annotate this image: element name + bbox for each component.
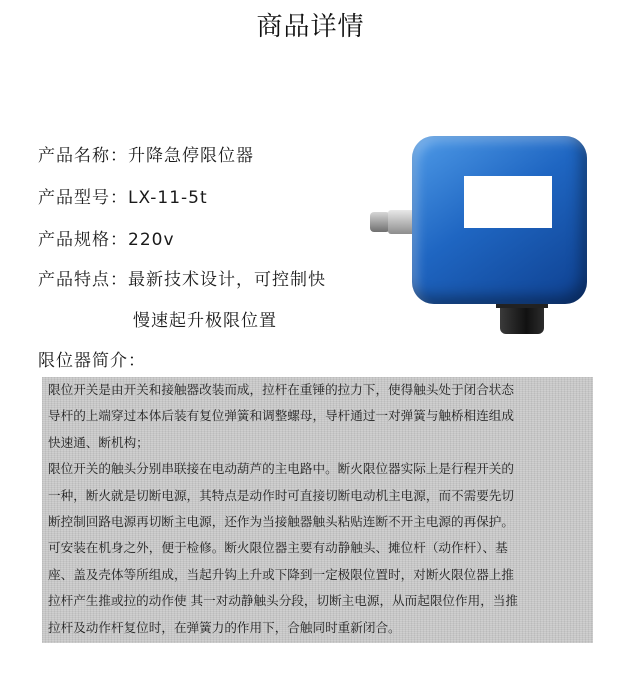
desc-line: 限位开关是由开关和接触器改装而成，拉杆在重锤的拉力下，使得触头处于闭合状态 [48, 382, 514, 397]
desc-line: 座、盖及壳体等所组成，当起升钩上升或下降到一定极限位置时，对断火限位器上推 [48, 566, 514, 582]
spec-value: 最新技术设计，可控制快 [128, 270, 326, 290]
desc-line: 限位开关的触头分别串联接在电动葫芦的主电路中。断火限位器实际上是行程开关的 [48, 461, 514, 477]
spec-features-continued: 慢速起升极限位置 [133, 311, 277, 331]
spec-voltage [38, 225, 175, 250]
intro-heading: 限位器简介： [38, 351, 146, 371]
page-title: 商品详情 [256, 12, 365, 42]
spec-label: 产品名称： [38, 146, 128, 166]
desc-line: 快速通、断机构； [48, 434, 149, 450]
desc-line: 一种，断火就是切断电源，其特点是动作时可直接切断电动机主电源，而不需要先切 [48, 487, 514, 503]
spec-label: 产品特点： [38, 270, 128, 290]
spec-name [38, 141, 254, 166]
spec-label: 产品规格： [38, 230, 128, 250]
spec-value: LX-11-5t [128, 188, 208, 208]
spec-value: 220v [128, 230, 175, 250]
desc-line: 可安装在机身之外，便于检修。断火限位器主要有动静触头、摊位杆（动作杆）、基 [48, 540, 508, 556]
intro-description [42, 377, 593, 643]
product-image [360, 130, 605, 340]
spec-value: 升降急停限位器 [128, 146, 254, 166]
desc-line: 导杆的上端穿过本体后装有复位弹簧和调整螺母，导杆通过一对弹簧与触桥相连组成 [48, 408, 514, 424]
desc-line: 拉杆及动作杆复位时，在弹簧力的作用下，合触同时重新闭合。 [48, 619, 401, 635]
blank-label [464, 176, 552, 228]
limiter-housing [412, 136, 587, 304]
spec-label: 产品型号： [38, 188, 128, 208]
desc-line: 拉杆产生推或拉的动作使 其一对动静触头分段，切断主电源，从而起限位作用，当推 [48, 593, 518, 609]
spec-features [38, 265, 326, 290]
spec-model [38, 183, 208, 208]
actuator-tip [370, 212, 390, 232]
desc-line: 断控制回路电源再切断主电源，还作为当接触器触头粘贴连断不开主电源的再保护。 [48, 514, 514, 530]
